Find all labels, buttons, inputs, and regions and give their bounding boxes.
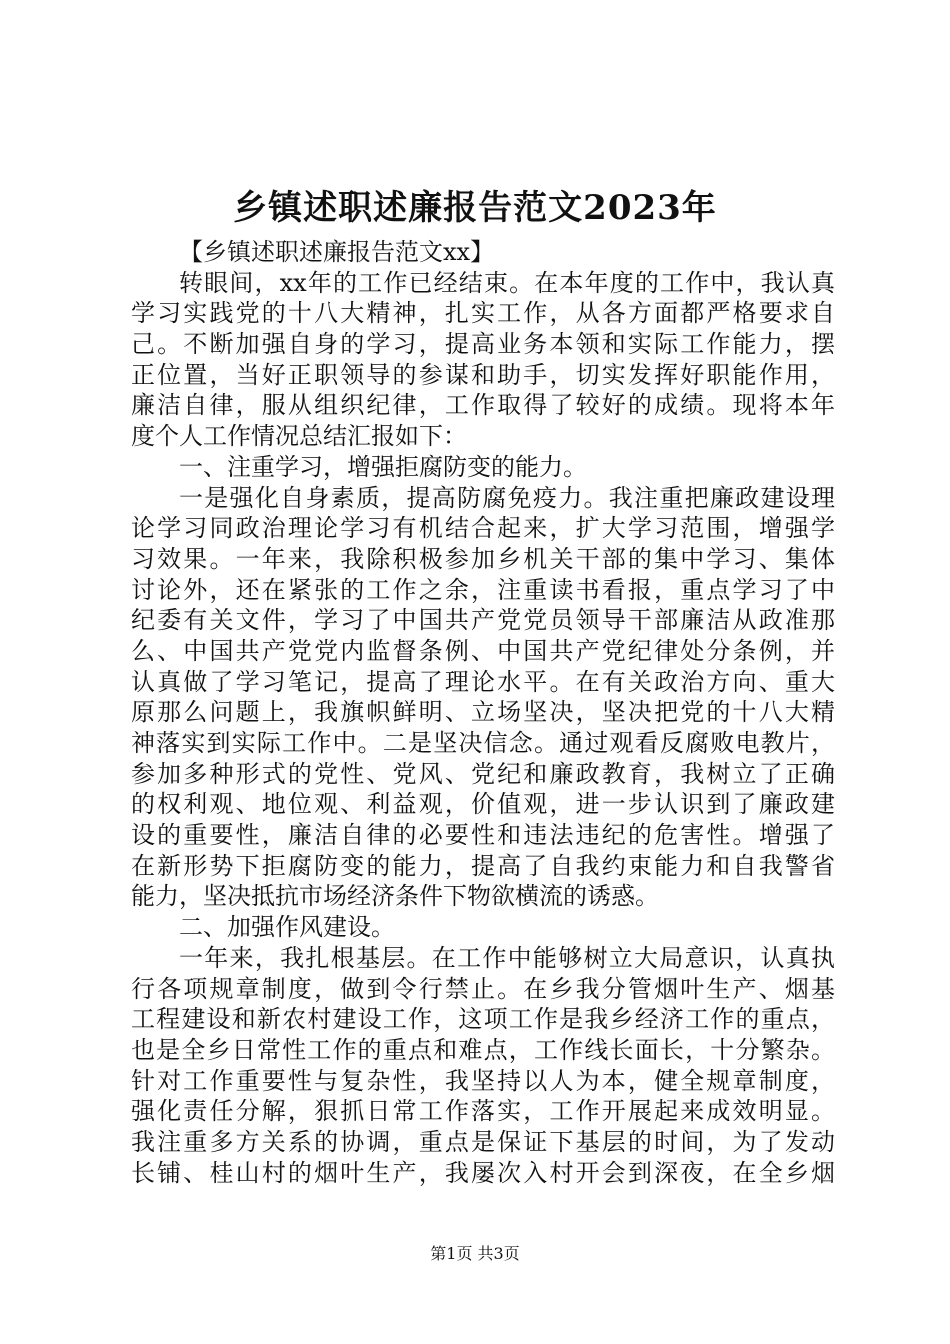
text-line: 也是全乡日常性工作的重点和难点，工作线长面长，十分繁杂。: [131, 1035, 835, 1064]
page-footer: 第1页 共3页: [430, 1244, 520, 1263]
text-line: 廉洁自律，服从组织纪律，工作取得了较好的成绩。现将本年: [131, 391, 835, 420]
text-line: 能力，坚决抵抗市场经济条件下物欲横流的诱惑。: [131, 882, 659, 911]
document-title: 乡镇述职述廉报告范文2023年: [233, 188, 717, 228]
text-line: 学习实践党的十八大精神，扎实工作，从各方面都严格要求自: [131, 299, 835, 328]
text-line: 一、注重学习，增强拒腐防变的能力。: [179, 452, 587, 481]
text-line: 的权利观、地位观、利益观，价值观，进一步认识到了廉政建: [131, 790, 835, 819]
text-line: 纪委有关文件，学习了中国共产党党员领导干部廉洁从政准那: [131, 606, 835, 635]
document-body: [131, 237, 835, 1188]
text-line: 参加多种形式的党性、党风、党纪和廉政教育，我树立了正确: [131, 759, 835, 788]
text-line: 一是强化自身素质，提高防腐免疫力。我注重把廉政建设理: [179, 483, 835, 512]
text-line: 己。不断加强自身的学习，提高业务本领和实际工作能力，摆: [131, 330, 835, 359]
text-line: 设的重要性，廉洁自律的必要性和违法违纪的危害性。增强了: [131, 821, 835, 850]
text-line: 一年来，我扎根基层。在工作中能够树立大局意识，认真执: [179, 943, 835, 972]
text-line: 【乡镇述职述廉报告范文xx】: [179, 238, 495, 266]
text-line: 认真做了学习笔记，提高了理论水平。在有关政治方向、重大: [131, 667, 835, 696]
text-line: 长铺、桂山村的烟叶生产，我屡次入村开会到深夜，在全乡烟: [131, 1158, 835, 1187]
text-line: 论学习同政治理论学习有机结合起来，扩大学习范围，增强学: [131, 514, 835, 543]
text-line: 正位置，当好正职领导的参谋和助手，切实发挥好职能作用，: [131, 360, 835, 389]
text-line: 讨论外，还在紧张的工作之余，注重读书看报，重点学习了中: [131, 575, 835, 604]
text-line: 强化责任分解，狠抓日常工作落实，工作开展起来成效明显。: [131, 1097, 835, 1126]
text-line: 习效果。一年来，我除积极参加乡机关干部的集中学习、集体: [131, 544, 835, 573]
text-line: 二、加强作风建设。: [179, 913, 395, 942]
text-line: 么、中国共产党党内监督条例、中国共产党纪律处分条例，并: [131, 636, 835, 665]
text-line: 原那么问题上，我旗帜鲜明、立场坚决，坚决把党的十八大精: [131, 698, 835, 727]
text-line: 在新形势下拒腐防变的能力，提高了自我约束能力和自我警省: [131, 851, 835, 880]
text-line: 度个人工作情况总结汇报如下：: [131, 422, 467, 451]
text-line: 我注重多方关系的协调，重点是保证下基层的时间，为了发动: [131, 1127, 835, 1156]
text-line: 工程建设和新农村建设工作，这项工作是我乡经济工作的重点，: [131, 1005, 835, 1034]
text-line: 神落实到实际工作中。二是坚决信念。通过观看反腐败电教片，: [131, 729, 835, 757]
text-line: 针对工作重要性与复杂性，我坚持以人为本，健全规章制度，: [131, 1066, 835, 1095]
text-line: 转眼间，xx年的工作已经结束。在本年度的工作中，我认真: [179, 268, 835, 297]
text-line: 行各项规章制度，做到令行禁止。在乡我分管烟叶生产、烟基: [131, 974, 835, 1003]
